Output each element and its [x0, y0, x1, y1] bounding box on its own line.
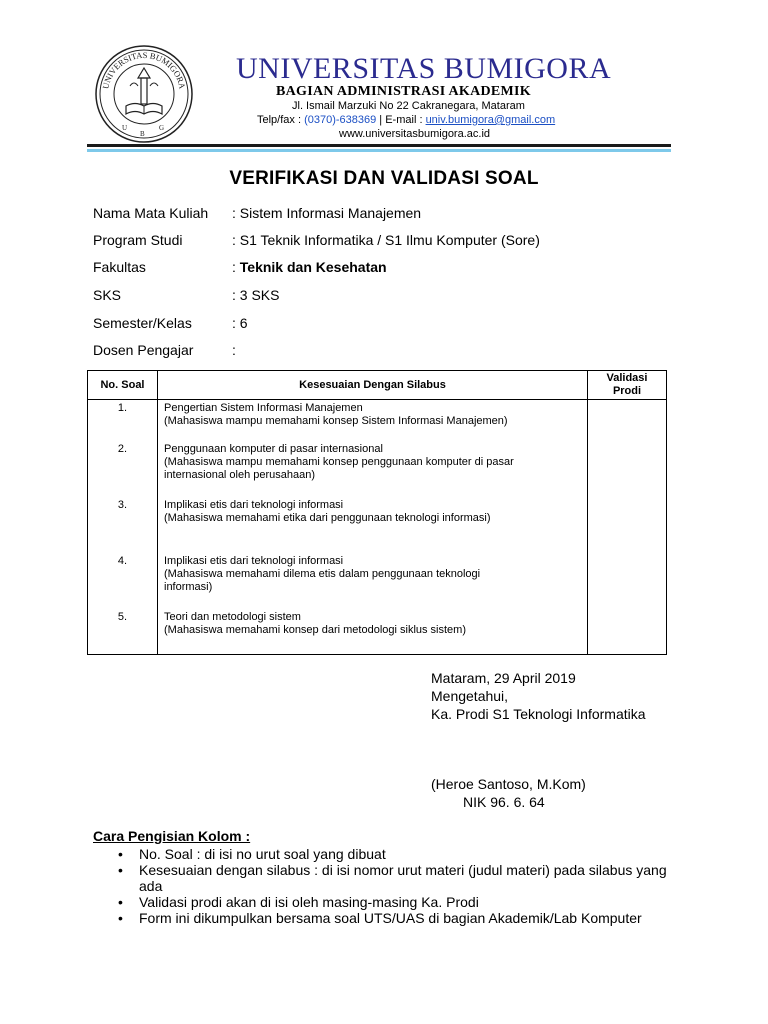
- info-value-faculty: [232, 259, 387, 275]
- signature-nik: NIK 96. 6. 64: [463, 794, 545, 810]
- kesesuaian-column: [158, 400, 588, 655]
- row-objective: (Mahasiswa memahami dilema etis dalam penggunaan teknologi: [164, 568, 481, 580]
- bullet-icon: •: [118, 846, 123, 862]
- info-label-lecturer: Dosen Pengajar: [93, 342, 194, 358]
- info-label-sks: SKS: [93, 287, 122, 303]
- instructions-title: Cara Pengisian Kolom :: [93, 828, 251, 844]
- bullet-icon: •: [118, 910, 123, 926]
- row-description: [158, 555, 587, 611]
- seal-letter-g: G: [159, 124, 165, 132]
- row-number: 3.: [117, 499, 128, 511]
- seal-letter-b: B: [140, 130, 145, 138]
- contact-prefix: Telp/fax :: [257, 114, 305, 126]
- list-item: [118, 894, 680, 910]
- header-no-soal: No. Soal: [88, 371, 158, 400]
- instructions-list: [118, 846, 680, 926]
- row-objective-cont: internasional oleh perusahaan): [164, 469, 316, 481]
- row-topic: Pengertian Sistem Informasi Manajemen: [164, 402, 363, 414]
- signature-name: (Heroe Santoso, M.Kom): [431, 776, 586, 792]
- contact-separator: | E-mail :: [376, 114, 426, 126]
- info-label-semester: Semester/Kelas: [93, 315, 192, 331]
- row-topic: Implikasi etis dari teknologi informasi: [164, 555, 344, 567]
- info-value-program: : S1 Teknik Informatika / S1 Ilmu Komputer (Sore): [232, 232, 540, 248]
- list-item: [118, 910, 680, 926]
- info-value-lecturer: :: [232, 342, 236, 358]
- row-description: [158, 402, 587, 443]
- row-topic: Penggunaan komputer di pasar internasional: [164, 443, 383, 455]
- contact-line: [257, 114, 555, 126]
- list-item-text: Validasi prodi akan di isi oleh masing-masing Ka. Prodi: [139, 894, 479, 910]
- header-validasi-line1: Validasi: [606, 372, 648, 384]
- document-title: VERIFIKASI DAN VALIDASI SOAL: [229, 168, 539, 189]
- header-rule-accent: [87, 149, 671, 152]
- info-value-semester: : 6: [232, 315, 248, 331]
- row-description: [158, 443, 587, 499]
- university-name: UNIVERSITAS BUMIGORA: [236, 52, 612, 85]
- seal-letter-u: U: [122, 124, 128, 132]
- row-number: 2.: [117, 443, 128, 455]
- row-objective-cont: informasi): [164, 581, 213, 593]
- signature-position: Ka. Prodi S1 Teknologi Informatika: [431, 706, 646, 722]
- bullet-icon: •: [118, 862, 123, 878]
- validasi-column[interactable]: [588, 400, 667, 655]
- row-objective: (Mahasiswa memahami konsep dari metodologi siklus sistem): [164, 624, 467, 636]
- list-item: [118, 862, 680, 894]
- signature-place-date: Mataram, 29 April 2019: [431, 670, 576, 686]
- info-value-faculty-prefix: :: [232, 259, 240, 275]
- row-topic: Implikasi etis dari teknologi informasi: [164, 499, 344, 511]
- row-description: [158, 611, 587, 652]
- university-seal-logo: [94, 44, 194, 144]
- phone-number: (0370)-638369: [304, 114, 377, 126]
- bullet-icon: •: [118, 894, 123, 910]
- email-link[interactable]: univ.bumigora@gmail.com: [425, 114, 556, 126]
- list-item-text: Form ini dikumpulkan bersama soal UTS/UAS di bagian Akademik/Lab Komputer: [139, 910, 642, 926]
- validation-table: [87, 370, 667, 655]
- info-value-sks: : 3 SKS: [232, 287, 280, 303]
- seal-ring-text: UNIVERSITAS BUMIGORA: [100, 49, 188, 90]
- header-validasi: [588, 371, 667, 400]
- table-header-row: [88, 371, 667, 400]
- header-kesesuaian: Kesesuaian Dengan Silabus: [158, 371, 588, 400]
- department-name: BAGIAN ADMINISTRASI AKADEMIK: [276, 84, 531, 99]
- row-description: [158, 499, 587, 555]
- header-rule-dark: [87, 144, 671, 147]
- website-link[interactable]: www.universitasbumigora.ac.id: [339, 128, 491, 140]
- row-number: 1.: [117, 402, 128, 414]
- signature-acknowledged: Mengetahui,: [431, 688, 509, 704]
- row-objective: (Mahasiswa mampu memahami konsep penggunaan komputer di pasar: [164, 456, 514, 468]
- header-validasi-line2: Prodi: [612, 385, 642, 397]
- table-row: [88, 400, 667, 655]
- row-topic: Teori dan metodologi sistem: [164, 611, 301, 623]
- info-label-course: Nama Mata Kuliah: [93, 205, 209, 221]
- row-objective: (Mahasiswa mampu memahami konsep Sistem Informasi Manajemen): [164, 415, 508, 427]
- no-soal-column: [88, 400, 158, 655]
- svg-text:UNIVERSITAS BUMIGORA: [100, 50, 187, 91]
- list-item-text: Kesesuaian dengan silabus : di isi nomor urut materi (judul materi) pada silabus yang ada: [139, 862, 667, 894]
- info-label-program: Program Studi: [93, 232, 183, 248]
- row-number: 5.: [117, 611, 128, 623]
- info-value-faculty-name: Teknik dan Kesehatan: [239, 259, 387, 275]
- info-value-course: : Sistem Informasi Manajemen: [232, 205, 422, 221]
- list-item-text: No. Soal : di isi no urut soal yang dibuat: [139, 846, 386, 862]
- address: Jl. Ismail Marzuki No 22 Cakranegara, Mataram: [292, 100, 525, 112]
- list-item: [118, 846, 680, 862]
- row-number: 4.: [117, 555, 128, 567]
- row-objective: (Mahasiswa memahami etika dari penggunaan teknologi informasi): [164, 512, 491, 524]
- info-label-faculty: Fakultas: [93, 259, 146, 275]
